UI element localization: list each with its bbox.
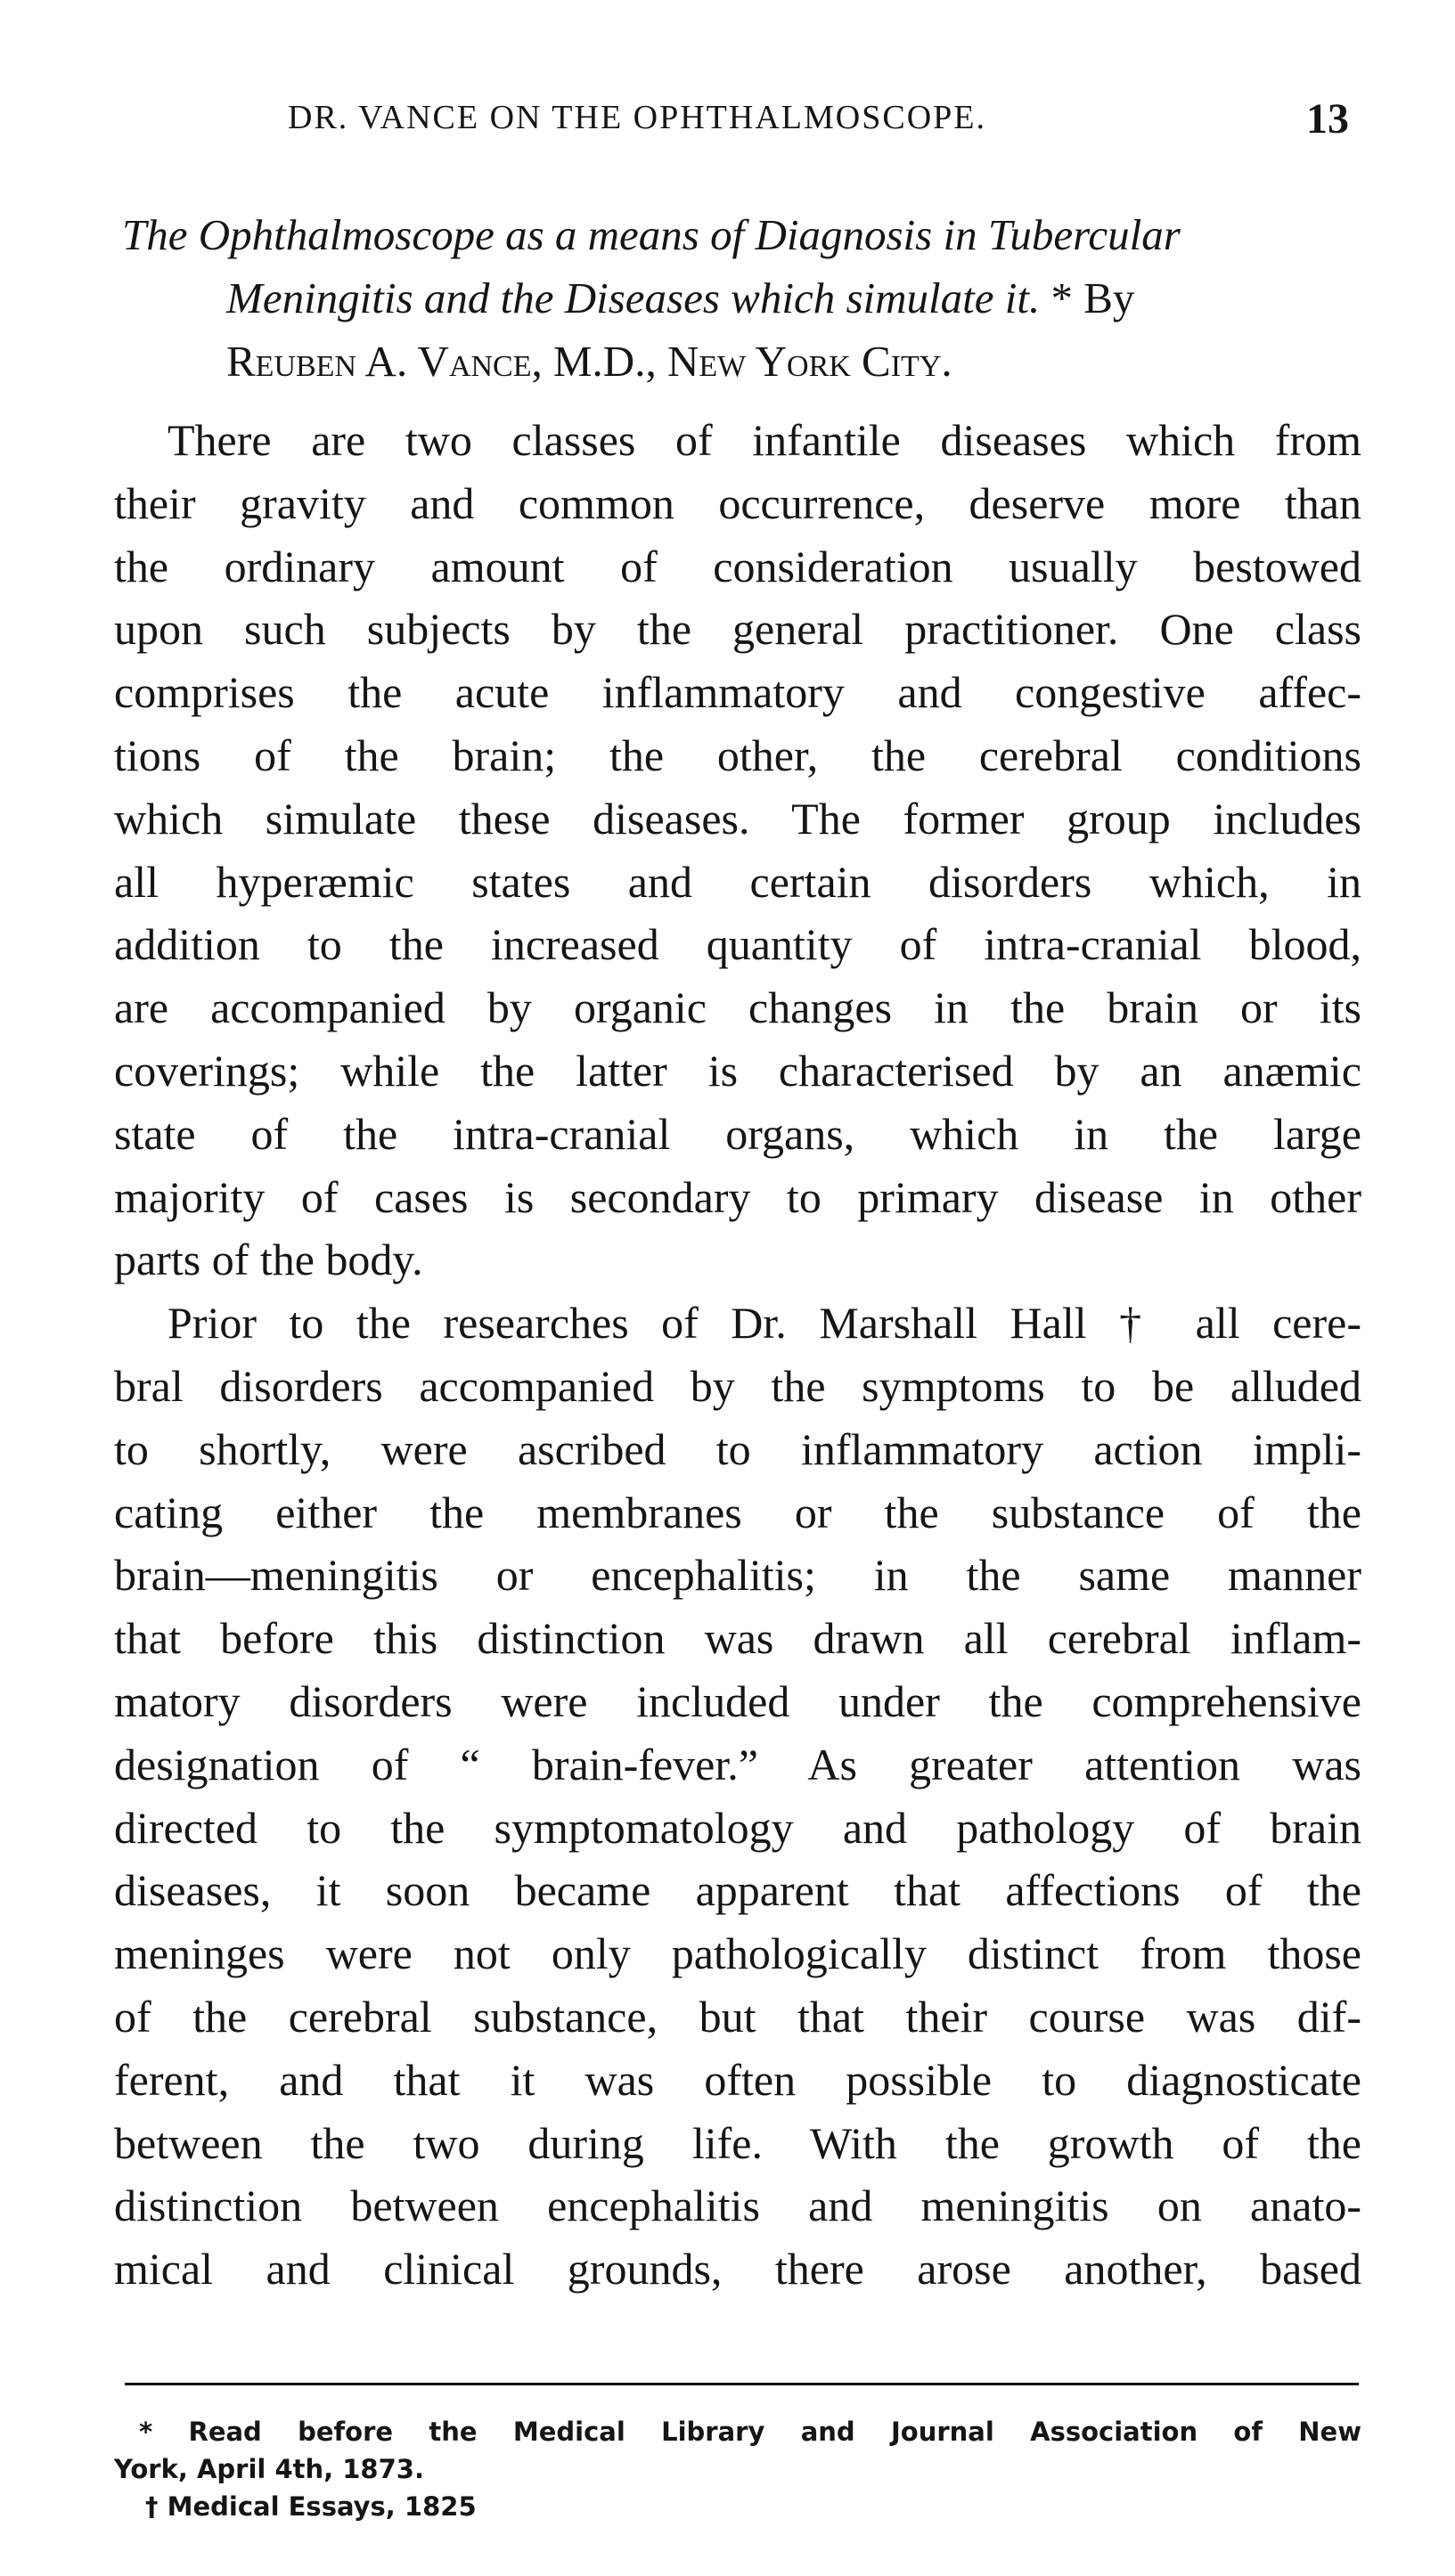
text-line: Prior to the researches of Dr. Marshall Hall † all cere- (168, 1298, 1361, 1349)
text-line: tions of the brain; the other, the cerebral conditions (114, 730, 1361, 780)
title-italic-1: The Ophthalmoscope as a means of Diagnosis in Tubercular (122, 210, 1181, 259)
text-line: distinction between encephalitis and meningitis on anato- (114, 2181, 1361, 2231)
footnote-1: * Read before the Medical Library and Journal Association of New (139, 2417, 1361, 2447)
footnote-divider (125, 2383, 1359, 2385)
footnote-1-continued: York, April 4th, 1873. (114, 2454, 424, 2484)
author-line: Reuben A. Vance, M.D., New York City. (226, 337, 952, 386)
text-line: mical and clinical grounds, there arose another, based (114, 2244, 1361, 2295)
text-line: of the cerebral substance, but that their course was dif- (114, 1991, 1361, 2042)
text-line: their gravity and common occurrence, deserve more than (114, 477, 1361, 528)
text-line: There are two classes of infantile diseases which from (168, 415, 1361, 465)
text-line: designation of “ brain-fever.” As greater attention was (114, 1739, 1361, 1789)
text-line: are accompanied by organic changes in the brain or its (114, 982, 1361, 1033)
body-text (114, 409, 1361, 2301)
text-line: diseases, it soon became apparent that affections of the (114, 1865, 1361, 1916)
running-head: DR. VANCE ON THE OPHTHALMOSCOPE. (288, 99, 986, 136)
text-line: comprises the acute inflammatory and congestive affec- (114, 667, 1361, 718)
page-number: 13 (1306, 95, 1349, 143)
text-line: majority of cases is secondary to primary disease in other (114, 1171, 1361, 1222)
text-line: bral disorders accompanied by the symptoms to be alluded (114, 1360, 1361, 1411)
text-line: addition to the increased quantity of intra-cranial blood, (114, 919, 1361, 970)
title-line-1 (122, 203, 1361, 266)
text-line: brain—meningitis or encephalitis; in the same manner (114, 1550, 1361, 1601)
footnotes (114, 2413, 1361, 2525)
text-line: state of the intra-cranial organs, which in the large (114, 1108, 1361, 1159)
text-line: meninges were not only pathologically distinct from those (114, 1928, 1361, 1979)
text-line: parts of the body. (114, 1235, 423, 1285)
footnote-marker: * By (1040, 273, 1135, 322)
title-line-2 (122, 266, 1361, 330)
text-line: coverings; while the latter is characterised by an anæmic (114, 1045, 1361, 1096)
text-line: which simulate these diseases. The former group includes (114, 793, 1361, 844)
text-line: matory disorders were included under the comprehensive (114, 1675, 1361, 1726)
text-line: ferent, and that it was often possible to diagnosticate (114, 2054, 1361, 2105)
text-line: between the two during life. With the growth of the (114, 2117, 1361, 2168)
text-line: to shortly, were ascribed to inflammatory action impli- (114, 1423, 1361, 1474)
text-line: directed to the symptomatology and pathology of brain (114, 1802, 1361, 1853)
article-title (122, 203, 1361, 393)
text-line: upon such subjects by the general practitioner. One class (114, 604, 1361, 655)
text-line: the ordinary amount of consideration usually bestowed (114, 541, 1361, 591)
footnote-2: † Medical Essays, 1825 (145, 2491, 477, 2522)
text-line: cating either the membranes or the substance of the (114, 1487, 1361, 1537)
text-line: all hyperæmic states and certain disorders which, in (114, 856, 1361, 907)
title-italic-2: Meningitis and the Diseases which simulate it. (226, 273, 1041, 322)
text-line: that before this distinction was drawn all cerebral inflam- (114, 1613, 1361, 1664)
